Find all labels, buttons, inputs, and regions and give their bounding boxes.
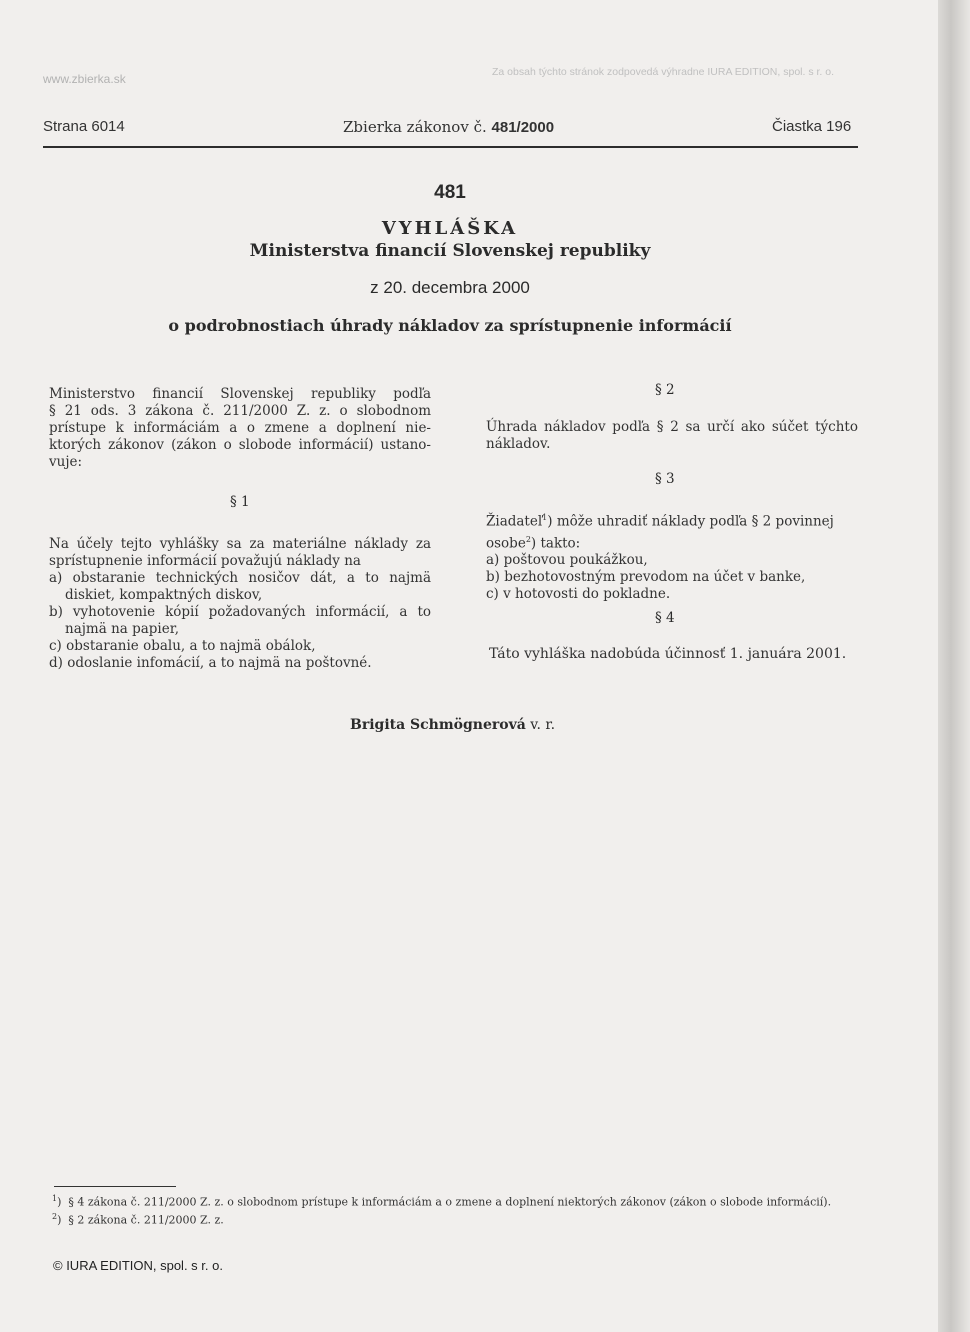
document-type: VYHLÁŠKA bbox=[381, 218, 519, 239]
section-1-heading: § 1 bbox=[230, 494, 250, 510]
section-3-body: Žiadateľ$^1$) môže uhradiť náklady podľa § 2 povinnej osobe$^2$) takto: a) poštovou poukážkou, b) bezhotovostným prevodom na účet v banke, c) v hotovosti do pokladne. bbox=[486, 513, 834, 602]
section-4-body: Táto vyhláška nadobúda účinnosť 1. januára 2001. bbox=[489, 646, 847, 662]
section-4-heading: § 4 bbox=[655, 610, 675, 626]
document-number: 481 bbox=[434, 182, 466, 203]
section-3-heading: § 3 bbox=[655, 471, 675, 487]
page-edge bbox=[938, 0, 970, 1332]
footnote-rule bbox=[54, 1186, 176, 1187]
copyright-notice-top: Za obsah týchto stránok zodpovedá výhradne IURA EDITION, spol. s r. o. bbox=[492, 66, 834, 78]
signature: Brigita Schmögnerová v. r. bbox=[350, 717, 556, 733]
document-date: z 20. decembra 2000 bbox=[370, 278, 530, 297]
collection-ref: Zbierka zákonov č. 481/2000 bbox=[343, 118, 555, 136]
footnote-1: $^1$) § 4 zákona č. 211/2000 Z. z. o slobodnom prístupe k informáciám a o zmene a doplnení niektorých zákonov (zákon o slobode informácií). bbox=[52, 1194, 832, 1209]
source-url: www.zbierka.sk bbox=[43, 72, 126, 86]
preamble: Ministerstvo financií Slovenskej republiky podľa § 21 ods. 3 zákona č. 211/2000 Z. z. o slobodnom prístupe k informáciám a o zmene a doplnení nie- ktorých zákonov (zákon o slobode informácií) ustano- vuje: bbox=[49, 386, 431, 470]
part-number: Čiastka 196 bbox=[772, 118, 852, 135]
header-rule bbox=[43, 146, 858, 148]
copyright-footer: © IURA EDITION, spol. s r. o. bbox=[53, 1258, 223, 1273]
section-2-heading: § 2 bbox=[655, 382, 675, 398]
footnote-2: $^2$) § 2 zákona č. 211/2000 Z. z. bbox=[52, 1212, 224, 1227]
page-number: Strana 6014 bbox=[43, 118, 125, 135]
section-1-body: Na účely tejto vyhlášky sa za materiálne náklady za sprístupnenie informácií považujú náklady na a) obstaranie technických nosičov dát, a to najmä diskiet, kompaktných diskov, b) vyhotovenie kópií požadovaných informácií, a to najmä na papier, c) obstaranie obalu, a to najmä obálok, d) odoslanie infomácií, a to najmä na poštovné. bbox=[49, 536, 431, 671]
document-subject: o podrobnostiach úhrady nákladov za sprístupnenie informácií bbox=[168, 316, 732, 335]
issuing-authority: Ministerstva financií Slovenskej republiky bbox=[249, 241, 651, 261]
section-2-body: Úhrada nákladov podľa § 2 sa určí ako súčet týchto nákladov. bbox=[486, 419, 858, 452]
